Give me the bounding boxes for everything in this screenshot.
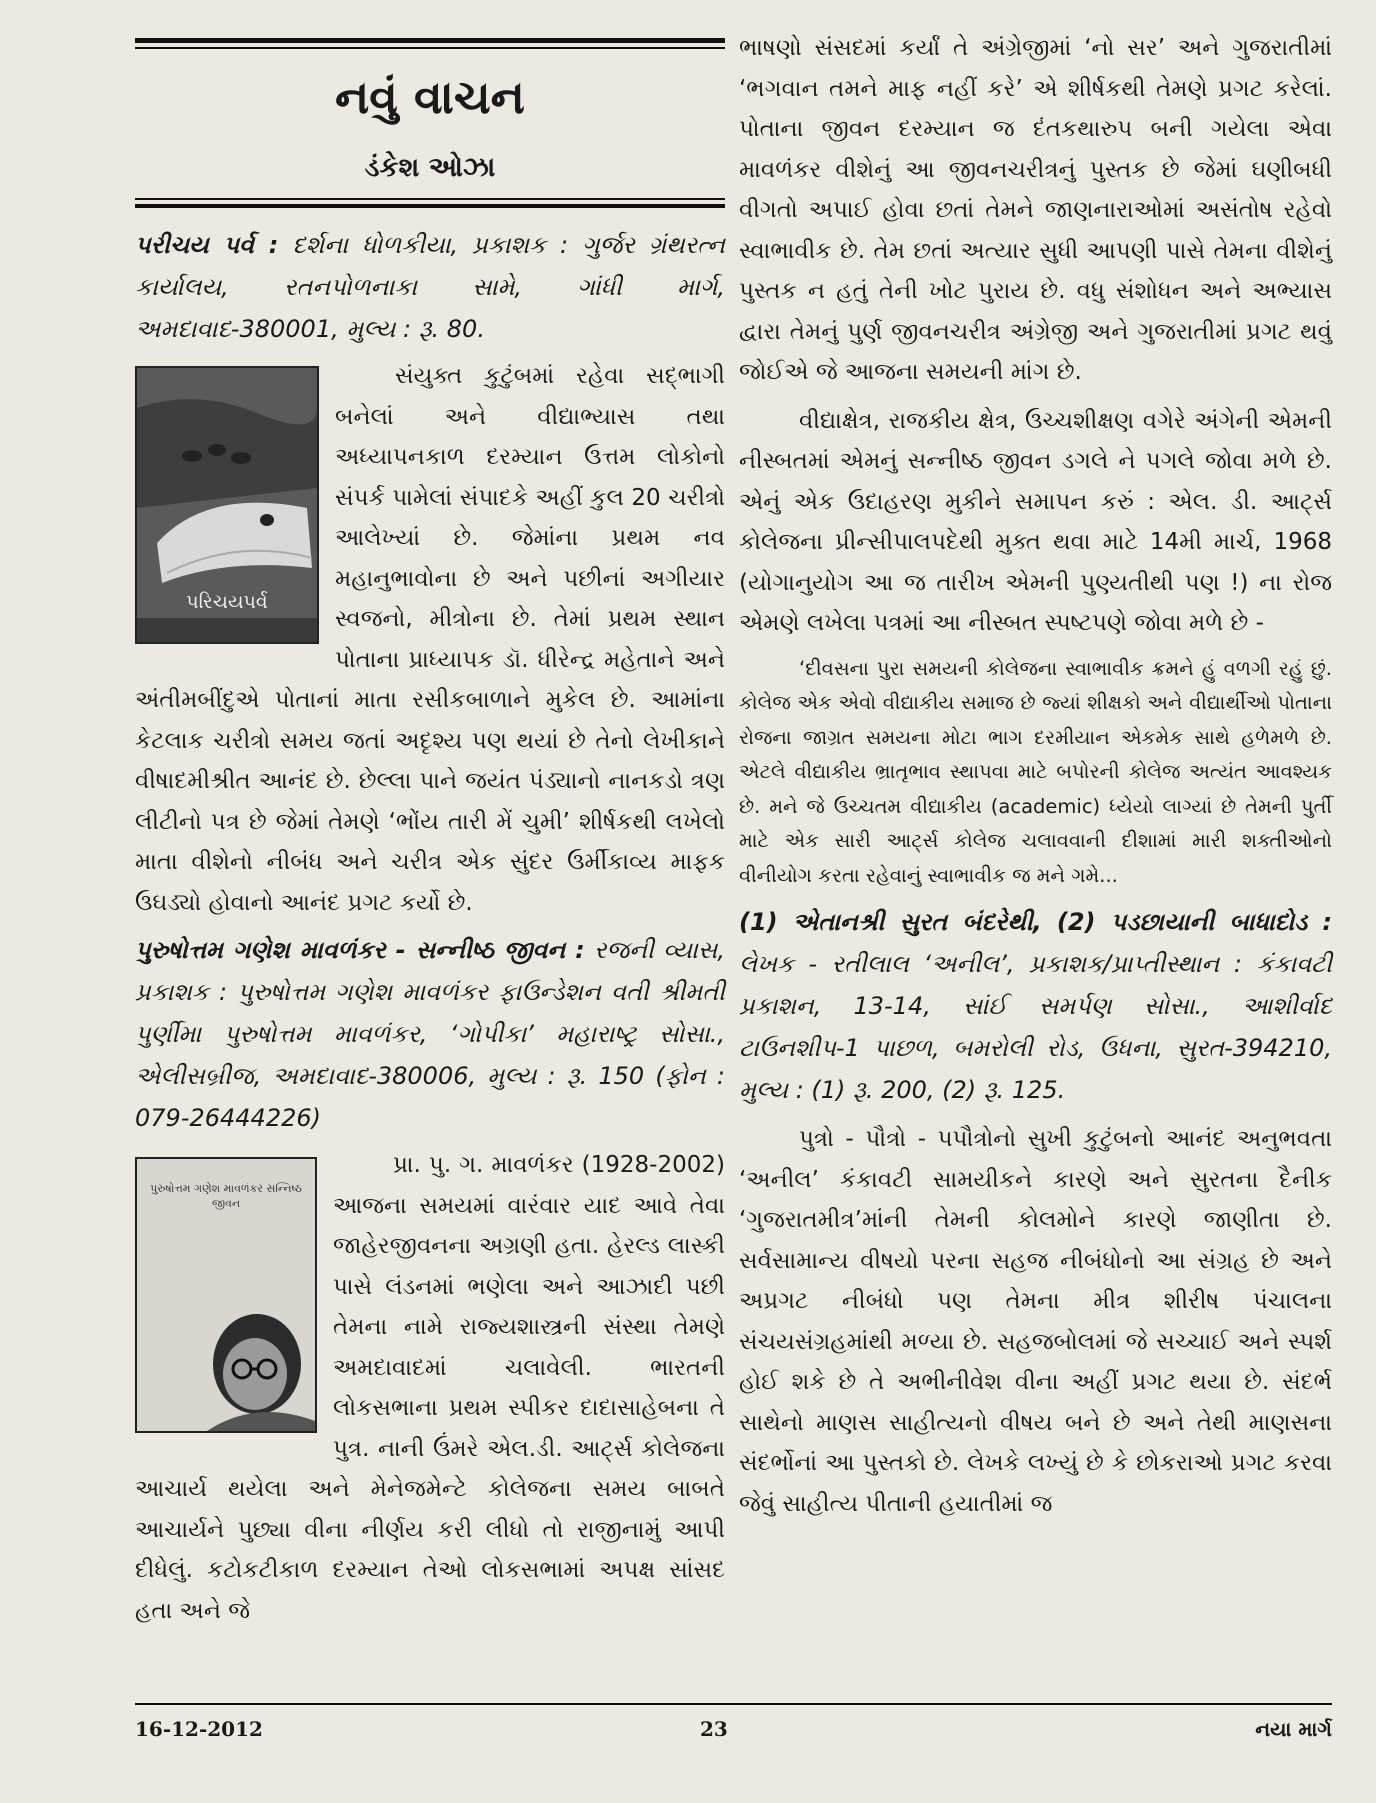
review-1-body: સંયુક્ત કુટુંબમાં રહેવા સદ્ભાગી બનેલાં અને વીદ્યાભ્યાસ તથા અધ્યાપનકાળ દરમ્યાન ઉત્તમ લોકોનો સંપર્ક પામેલાં સંપાદકે અહીં કુલ 20 ચરીત્રો આલેખ્યાં છે. જેમાંના પ્રથમ નવ મહાનુભાવોના છે અને પછીનાં અગીયાર સ્વજનો, મીત્રોના છે. તેમાં પ્રથમ સ્થાન પોતાના પ્રાધ્યાપક ડૉ. ધીરેન્દ્ર મહેતાને અને અંતીમબીંદુએ પોતાનાં માતા રસીકબાળાને મુકેલ છે. આમાંના કેટલાક ચરીત્રો સમય જતાં અદૃશ્ય પણ થયાં છે તેનો લેખીકાને વીષાદમીશ્રીત આનંદ છે. છેલ્લા પાને જયંત પંડ્યાનો નાનકડો ત્રણ લીટીનો પત્ર છે જેમાં તેમણે ‘ભોંય તારી મેં ચુમી’ શીર્ષકથી લખેલો માતા વીશેનો નીબંધ અને ચરીત્ર એક સુંદર ઉર્મીકાવ્ય માફક ઉઘડ્યો હોવાનો આનંદ પ્રગટ કર્યો છે.	[135, 363, 725, 916]
review-1-bibliography	[135, 224, 725, 350]
review-3-body: પુત્રો - પૌત્રો - પપૌત્રોનો સુખી કુટુંબનો આનંદ અનુભવતા ‘અનીલ’ કંકાવટી સામયીકને કારણે અને સુરતના દૈનીક ‘ગુજરાતમીત્ર’માંની તેમની કોલમોને કારણે જાણીતા છે. સર્વસામાન્ય વીષયો પરના સહજ નીબંધોનો આ સંગ્રહ છે અને અપ્રગટ નીબંધો પણ તેમના મીત્ર શીરીષ પંચાલના સંચયસંગ્રહમાંથી મળ્યા છે. સહજબોલમાં જે સચ્ચાઈ અને સ્પર્શ હોઈ શકે છે તે અભીનીવેશ વીના અહીં પ્રગટ થયા છે. સંદર્ભ સાથેનો માણસ સાહીત્યનો વીષય બને છે અને તેથી માણસના સંદર્ભોનાં આ પુસ્તકો છે. લેખકે લખ્યું છે કે છોકરાઓ પ્રગટ કરવા જેવું સાહીત્ય પીતાની હયાતીમાં જ	[739, 1126, 1332, 1517]
cover-title-text: પરિચયપર્વ	[186, 591, 268, 613]
review-2-book-title: પુરુષોત્તમ ગણેશ માવળંકર - સન્નીષ્ઠ જીવન :	[135, 936, 585, 964]
top-rule-thin	[135, 47, 725, 49]
review-3-bibliography	[739, 901, 1332, 1111]
portrait-photo	[137, 1159, 315, 1431]
book-cover-mavalankar	[135, 1157, 317, 1433]
review-2-body-left: પ્રા. પુ. ગ. માવળંકર (1928-2002) આજના સમયમાં વારંવાર યાદ આવે તેવા જાહેરજીવનના અગ્રણી હતા. હેરલ્ડ લાસ્કી પાસે લંડનમાં ભણેલા અને આઝાદી પછી તેમના નામે રાજ્યશાસ્ત્રની સંસ્થા તેમણે અમદાવાદમાં ચલાવેલી. ભારતની લોકસભાના પ્રથમ સ્પીકર દાદાસાહેબના તે પુત્ર. નાની ઉંમરે એલ.ડી. આર્ટ્સ કોલેજના આચાર્ય થયેલા અને મેનેજમેન્ટે કોલેજના સમય બાબતે આચાર્યને પુછ્યા વીના નીર્ણય કરી લીધો તો રાજીનામું આપી દીધેલું. કટોકટીકાળ દરમ્યાન તેઓ લોકસભામાં અપક્ષ સાંસદ હતા અને જે	[135, 1152, 725, 1624]
review-2-body-right-1: ભાષણો સંસદમાં કર્યાં તે અંગ્રેજીમાં ‘નો સર’ અને ગુજરાતીમાં ‘ભગવાન તમને માફ નહીં કરે’ એ શીર્ષકથી તેમણે પ્રગટ કરેલાં. પોતાના જીવન દરમ્યાન જ દંતકથારુપ બની ગયેલા એવા માવળંકર વીશેનું આ જીવનચરીત્રનું પુસ્તક છે જેમાં ઘણીબધી વીગતો અપાઈ હોવા છતાં તેમને જાણનારાઓમાં અસંતોષ રહેવો સ્વાભાવીક છે. તેમ છતાં અત્યાર સુધી આપણી પાસે તેમના વીશેનું પુસ્તક ન હતું તેની ખોટ પુરાય છે. વધુ સંશોધન અને અભ્યાસ દ્વારા તેમનું પુર્ણ જીવનચરીત્ર અંગ્રેજી અને ગુજરાતીમાં પ્રગટ થવું જોઈએ જે આજના સમયની માંગ છે.	[739, 35, 1332, 385]
footer-magazine-name: નયા માર્ગ	[1255, 1717, 1332, 1741]
review-3-book-title: (1) એતાનશ્રી સુરત બંદરેથી, (2) પડછાયાની બાધાદોડ :	[739, 908, 1332, 936]
review-1-bib-details: દર્શના ધોળકીયા, પ્રકાશક : ગુર્જર ગ્રંથરત્ન કાર્યાલય, રતનપોળનાકા સામે, ગાંધી માર્ગ, અમદાવાદ-380001, મુલ્ય : રૂ. 80.	[135, 231, 725, 343]
top-rule-thick	[135, 38, 725, 43]
right-column	[739, 28, 1332, 1524]
footer-rule	[135, 1703, 1332, 1705]
mavalankar-letter-quote: ‘દીવસના પુરા સમયની કોલેજના સ્વાભાવીક ક્રમને હું વળગી રહું છું. કોલેજ એક એવો વીદ્યાકીય સમાજ છે જ્યાં શીક્ષકો અને વીદ્યાર્થીઓ પોતાના રોજના જાગ્રત સમયના મોટા ભાગ દરમીયાન એકમેક સાથે હળેમળે છે. એટલે વીદ્યાકીય ભ્રાતૃભાવ સ્થાપવા માટે બપોરની કોલેજ અત્યંત આવશ્યક છે. મને જે ઉચ્ચતમ વીદ્યાકીય (academic) ધ્યેયો લાગ્યાં છે તેમની પુર્તી માટે એક સારી આર્ટ્સ કોલેજ ચલાવવાની દીશામાં મારી શક્તીઓનો વીનીયોગ કરતા રહેવાનું સ્વાભાવીક જ મને ગમે...	[739, 656, 1332, 887]
header-rule-thick	[135, 204, 725, 208]
review-1-book-title: પરીચય પર્વ :	[135, 231, 279, 259]
section-author: ડંકેશ ઓઝા	[364, 152, 496, 183]
review-2-body-right-2: વીદ્યાક્ષેત્ર, રાજકીય ક્ષેત્ર, ઉચ્ચશીક્ષણ વગેરે અંગેની એમની નીસ્બતમાં એમનું સન્નીષ્ઠ જીવન ડગલે ને પગલે જોવા મળે છે. એનું એક ઉદાહરણ મુકીને સમાપન કરું : એલ. ડી. આર્ટ્સ કોલેજના પ્રીન્સીપાલપદેથી મુક્ત થવા માટે 14મી માર્ચ, 1968 (યોગાનુયોગ આ જ તારીખ એમની પુણ્યતીથી પણ !) ના રોજ એમણે લખેલા પત્રમાં આ નીસ્બત સ્પષ્ટપણે જોવા મળે છે -	[739, 407, 1332, 636]
cover-title-text: પુરુષોત્તમ ગણેશ માવળંકર સન્નિષ્ઠ જીવન	[150, 1182, 302, 1210]
book-cover-parichay-parva	[135, 366, 319, 644]
review-2-bibliography	[135, 929, 725, 1139]
header-rule-thin	[135, 198, 725, 200]
footer-page-number: 23	[700, 1717, 728, 1741]
review-2-bib-details: રજની વ્યાસ, પ્રકાશક : પુરુષોત્તમ ગણેશ માવળંકર ફાઉન્ડેશન વતી શ્રીમતી પુર્ણીમા પુરુષોત્તમ માવળંકર, ‘ગોપીકા’ મહારાષ્ટ્ર સોસા., એલીસબ્રીજ, અમદાવાદ-380006, મુલ્ય : રૂ. 150 (ફોન : 079-26444226)	[135, 936, 725, 1132]
review-3-bib-details: લેખક - રતીલાલ ‘અનીલ’, પ્રકાશક/પ્રાપ્તીસ્થાન : કંકાવટી પ્રકાશન, 13-14, સાંઈ સમર્પણ સોસા., આશીર્વાદ ટાઉનશીપ-1 પાછળ, બમરોલી રોડ, ઉધના, સુરત-394210, મુલ્ય : (1) રૂ. 200, (2) રૂ. 125.	[739, 950, 1332, 1104]
section-title: નવું વાચન	[335, 70, 525, 124]
footer-date: 16-12-2012	[135, 1717, 263, 1741]
left-column	[135, 224, 725, 1631]
